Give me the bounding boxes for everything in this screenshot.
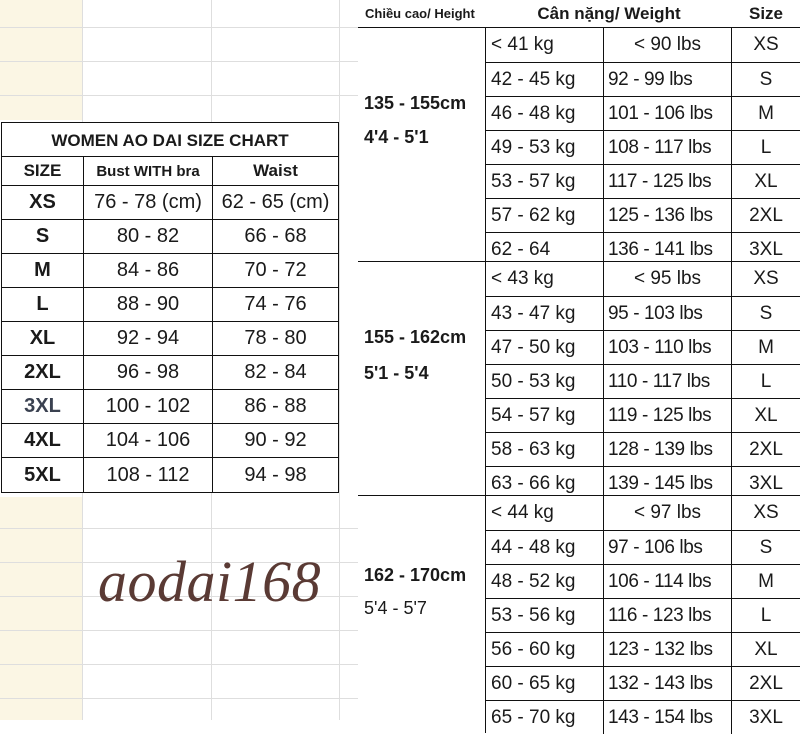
size-cell: S	[2, 220, 84, 253]
cell-tint	[0, 0, 82, 120]
size-cell: M	[2, 254, 84, 287]
weight-column-header: Cân nặng/ Weight	[537, 3, 681, 23]
size-cell: 2XL	[2, 356, 84, 389]
height-group	[358, 495, 800, 733]
size-row	[2, 186, 338, 220]
weight-row	[486, 330, 800, 364]
weight-kg-cell: < 43 kg	[486, 262, 604, 296]
grid-line	[0, 664, 358, 665]
bust-cell: 108 - 112	[84, 458, 213, 492]
bust-column-header: Bust WITH bra	[84, 157, 213, 185]
chart-title: WOMEN AO DAI SIZE CHART	[2, 123, 338, 157]
waist-cell: 66 - 68	[244, 225, 307, 247]
weight-lbs-cell: 123 - 132 lbs	[604, 633, 732, 666]
weight-row	[486, 130, 800, 164]
waist-cell: 78 - 80	[244, 327, 307, 349]
size-cell: XS	[753, 502, 779, 523]
size-row	[2, 254, 338, 288]
size-cell: M	[758, 102, 774, 124]
weight-lbs-cell: 116 - 123 lbs	[604, 599, 732, 632]
weight-row	[486, 28, 800, 62]
size-cell: L	[2, 288, 84, 321]
waist-cell: 90 - 92	[244, 429, 307, 451]
size-column-header: SIZE	[2, 157, 84, 185]
waist-cell: 62 - 65 (cm)	[221, 191, 330, 213]
size-cell: M	[758, 336, 774, 358]
bust-cell: 88 - 90	[84, 288, 213, 321]
weight-kg-cell: 49 - 53 kg	[486, 131, 604, 164]
size-cell: XS	[753, 34, 779, 55]
size-cell: S	[759, 536, 773, 558]
cell-tint	[0, 497, 82, 720]
size-cell: XS	[753, 268, 779, 289]
weight-row	[486, 164, 800, 198]
weight-kg-cell: 57 - 62 kg	[486, 199, 604, 232]
size-cell: 4XL	[2, 424, 84, 457]
weight-lbs-cell: 132 - 143 lbs	[604, 667, 732, 700]
weight-kg-cell: 58 - 63 kg	[486, 433, 604, 466]
weight-lbs-cell: 92 - 99 lbs	[604, 63, 732, 96]
weight-lbs-cell: 95 - 103 lbs	[604, 297, 732, 330]
weight-kg-cell: 65 - 70 kg	[486, 701, 604, 734]
weight-kg-cell: 63 - 66 kg	[486, 467, 604, 500]
chart-header-row	[2, 157, 338, 186]
size-cell: XL	[754, 638, 778, 660]
size-cell: L	[760, 136, 772, 158]
grid-line	[0, 27, 358, 28]
weight-lbs-cell: 108 - 117 lbs	[604, 131, 732, 164]
waist-column-header: Waist	[253, 161, 298, 180]
size-row	[2, 356, 338, 390]
height-group	[358, 261, 800, 499]
size-cell: 5XL	[2, 458, 84, 492]
size-cell: S	[759, 68, 773, 90]
size-row	[2, 322, 338, 356]
weight-lbs-cell: 139 - 145 lbs	[604, 467, 732, 500]
size-column-header: Size	[748, 3, 784, 23]
weight-row	[486, 598, 800, 632]
weight-row	[486, 62, 800, 96]
size-cell: 2XL	[749, 204, 783, 226]
weight-row	[486, 262, 800, 296]
weight-row	[486, 700, 800, 734]
weight-row	[486, 432, 800, 466]
weight-kg-cell: 54 - 57 kg	[486, 399, 604, 432]
waist-cell: 82 - 84	[244, 361, 307, 383]
weight-row	[486, 296, 800, 330]
grid-line	[0, 698, 358, 699]
size-cell: L	[760, 370, 772, 392]
weight-row	[486, 564, 800, 598]
height-ft-label: 4'4 - 5'1	[364, 127, 429, 147]
waist-cell: 74 - 76	[244, 293, 307, 315]
size-cell: 2XL	[749, 672, 783, 694]
height-cm-label: 155 - 162cm	[364, 327, 467, 347]
height-ft-label: 5'1 - 5'4	[364, 363, 429, 383]
women-size-chart	[1, 122, 339, 493]
size-row	[2, 390, 338, 424]
weight-kg-cell: 47 - 50 kg	[486, 331, 604, 364]
size-row	[2, 220, 338, 254]
weight-lbs-cell: < 90 lbs	[604, 28, 732, 62]
size-cell: XS	[2, 186, 84, 219]
bust-cell: 80 - 82	[84, 220, 213, 253]
weight-lbs-cell: 125 - 136 lbs	[604, 199, 732, 232]
weight-row	[486, 530, 800, 564]
bust-cell: 96 - 98	[84, 356, 213, 389]
weight-row	[486, 666, 800, 700]
weight-kg-cell: 60 - 65 kg	[486, 667, 604, 700]
weight-lbs-cell: 128 - 139 lbs	[604, 433, 732, 466]
size-cell: S	[759, 302, 773, 324]
size-cell: 3XL	[2, 390, 84, 423]
weight-lbs-cell: 110 - 117 lbs	[604, 365, 732, 398]
grid-line	[339, 0, 340, 720]
height-weight-header-row	[358, 0, 800, 27]
weight-kg-cell: 62 - 64	[486, 233, 604, 266]
height-ft-label: 5'4 - 5'7	[364, 598, 427, 618]
weight-kg-cell: < 44 kg	[486, 496, 604, 530]
weight-kg-cell: 44 - 48 kg	[486, 531, 604, 564]
waist-cell: 86 - 88	[244, 395, 307, 417]
weight-row	[486, 364, 800, 398]
weight-lbs-cell: 101 - 106 lbs	[604, 97, 732, 130]
height-weight-size-chart	[358, 0, 800, 728]
waist-cell: 94 - 98	[244, 463, 307, 486]
size-row	[2, 424, 338, 458]
grid-line	[0, 528, 358, 529]
weight-lbs-cell: 97 - 106 lbs	[604, 531, 732, 564]
grid-line	[0, 95, 358, 96]
weight-row	[486, 496, 800, 530]
weight-lbs-cell: 119 - 125 lbs	[604, 399, 732, 432]
weight-kg-cell: 48 - 52 kg	[486, 565, 604, 598]
weight-lbs-cell: 143 - 154 lbs	[604, 701, 732, 734]
weight-kg-cell: 50 - 53 kg	[486, 365, 604, 398]
height-range-cell	[358, 496, 486, 733]
weight-row	[486, 198, 800, 232]
weight-lbs-cell: 103 - 110 lbs	[604, 331, 732, 364]
grid-line	[0, 61, 358, 62]
size-cell: XL	[754, 404, 778, 426]
weight-lbs-cell: < 97 lbs	[604, 496, 732, 530]
weight-kg-cell: 46 - 48 kg	[486, 97, 604, 130]
grid-line	[0, 630, 358, 631]
size-cell: 2XL	[749, 438, 783, 460]
size-row	[2, 458, 338, 492]
weight-row	[486, 398, 800, 432]
weight-kg-cell: 53 - 57 kg	[486, 165, 604, 198]
size-cell: 3XL	[749, 238, 783, 260]
bust-cell: 104 - 106	[84, 424, 213, 457]
weight-kg-cell: 43 - 47 kg	[486, 297, 604, 330]
size-cell: 3XL	[749, 472, 783, 494]
height-column-header: Chiều cao/ Height	[365, 6, 475, 21]
weight-lbs-cell: 106 - 114 lbs	[604, 565, 732, 598]
height-group	[358, 27, 800, 265]
weight-lbs-cell: 117 - 125 lbs	[604, 165, 732, 198]
weight-kg-cell: < 41 kg	[486, 28, 604, 62]
size-cell: 3XL	[749, 706, 783, 728]
brand-logo: aodai168	[98, 549, 322, 614]
bust-cell: 84 - 86	[84, 254, 213, 287]
weight-kg-cell: 53 - 56 kg	[486, 599, 604, 632]
size-row	[2, 288, 338, 322]
weight-kg-cell: 42 - 45 kg	[486, 63, 604, 96]
size-cell: XL	[2, 322, 84, 355]
weight-row	[486, 632, 800, 666]
height-cm-label: 162 - 170cm	[364, 565, 467, 585]
weight-lbs-cell: 136 - 141 lbs	[604, 233, 732, 266]
bust-cell: 100 - 102	[84, 390, 213, 423]
height-range-cell	[358, 262, 486, 499]
size-cell: M	[758, 570, 774, 592]
size-cell: XL	[754, 170, 778, 192]
waist-cell: 70 - 72	[244, 259, 307, 281]
weight-lbs-cell: < 95 lbs	[604, 262, 732, 296]
height-cm-label: 135 - 155cm	[364, 93, 467, 113]
weight-kg-cell: 56 - 60 kg	[486, 633, 604, 666]
bust-cell: 92 - 94	[84, 322, 213, 355]
height-range-cell	[358, 28, 486, 265]
weight-row	[486, 96, 800, 130]
bust-cell: 76 - 78 (cm)	[84, 186, 213, 219]
size-cell: L	[760, 604, 772, 626]
